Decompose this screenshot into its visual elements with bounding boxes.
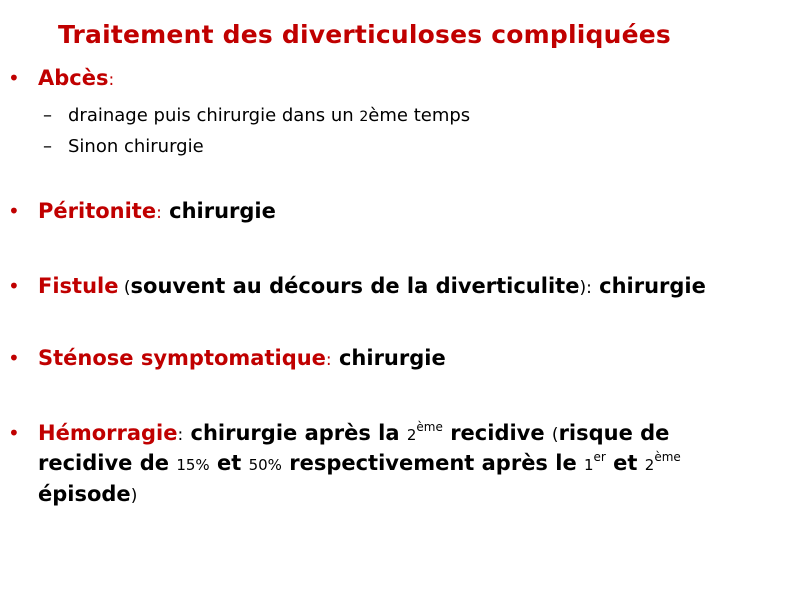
hemorragie-line2-sup1: er — [593, 450, 606, 464]
hemorragie-line2-num4: 2 — [644, 456, 655, 474]
hemorragie-line2-a: recidive de — [38, 451, 177, 475]
bullet-marker: • — [8, 274, 20, 298]
stenose-text: chirurgie — [331, 346, 446, 370]
dash-marker: – — [43, 136, 52, 157]
stenose-label: Sténose symptomatique — [38, 346, 326, 370]
hemorragie-line1-b: recidive — [442, 421, 552, 445]
hemorragie-line3-a: épisode — [38, 482, 131, 506]
hemorragie-line1-paren: ( — [551, 425, 559, 445]
subitem-text: Sinon chirurgie — [68, 136, 204, 157]
hemorragie-line2-c: respectivement après le — [281, 451, 584, 475]
hemorragie-line2-b: et — [209, 451, 249, 475]
bullet-stenose — [8, 346, 446, 370]
abces-colon: : — [108, 70, 115, 90]
bullet-peritonite — [8, 199, 276, 223]
hemorragie-label: Hémorragie — [38, 421, 178, 445]
peritonite-colon: : — [156, 203, 162, 223]
stenose-colon: : — [325, 350, 332, 370]
hemorragie-line3 — [38, 482, 137, 506]
hemorragie-line2-d: et — [605, 451, 645, 475]
abces-label: Abcès — [38, 66, 109, 90]
slide-title: Traitement des diverticuloses compliquées — [58, 20, 671, 49]
hemorragie-line1-num: 2 — [406, 426, 417, 444]
hemorragie-line3-paren: ) — [130, 486, 138, 506]
fistule-after: chirurgie — [591, 274, 706, 298]
bullet-fistule — [8, 274, 706, 298]
abces-subitem-2 — [43, 136, 204, 157]
subitem-text-after: ème temps — [368, 105, 471, 126]
hemorragie-line1-sup: ème — [416, 420, 443, 434]
bullet-abces — [8, 66, 114, 90]
fistule-label: Fistule — [38, 274, 119, 298]
hemorragie-line2-num1: 15% — [176, 456, 210, 474]
fistule-colon: : — [586, 278, 592, 298]
subitem-number: 2 — [359, 109, 369, 125]
abces-subitem-1 — [43, 105, 470, 126]
peritonite-text: chirurgie — [161, 199, 276, 223]
bullet-marker: • — [8, 421, 20, 445]
hemorragie-colon: : — [177, 425, 184, 445]
hemorragie-line2-num2: 50% — [248, 456, 282, 474]
bullet-hemorragie — [8, 421, 669, 445]
fistule-paren-open: ( — [118, 278, 131, 298]
hemorragie-line1-a: chirurgie après la — [183, 421, 407, 445]
dash-marker: – — [43, 105, 52, 126]
fistule-paren-close: ) — [579, 278, 587, 298]
bullet-marker: • — [8, 346, 20, 370]
fistule-text: souvent au décours de la diverticulite — [130, 274, 580, 298]
hemorragie-line2-sup2: ème — [654, 450, 681, 464]
hemorragie-line2 — [38, 451, 681, 475]
peritonite-label: Péritonite — [38, 199, 157, 223]
bullet-marker: • — [8, 66, 20, 90]
hemorragie-line1-c: risque de — [558, 421, 670, 445]
hemorragie-line2-num3: 1 — [584, 456, 594, 474]
bullet-marker: • — [8, 199, 20, 223]
subitem-text: drainage puis chirurgie dans un — [68, 105, 360, 126]
